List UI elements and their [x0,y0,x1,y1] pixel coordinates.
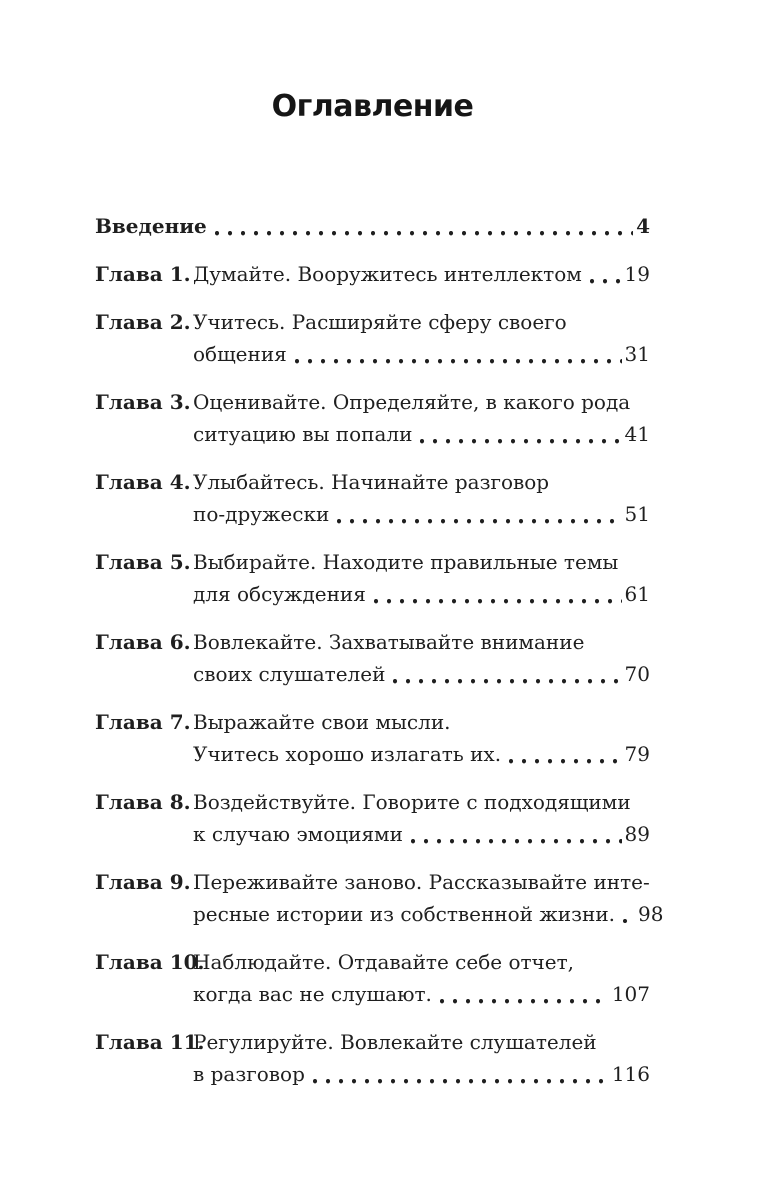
toc-entry-title-text: в разговор [193,1062,305,1086]
toc-list [95,210,664,1090]
toc-entry-chapter-label: Глава 5. [95,550,191,574]
toc-entry-title-text: ситуацию вы попали [193,422,413,446]
toc-entry-title-line2 [193,258,650,290]
toc-entry-title-line1: Регулируйте. Вовлекайте слушателей [193,1030,597,1054]
page-title: Оглавление [271,89,474,124]
toc-entry-body [193,946,650,1010]
toc-entry-chapter-label: Глава 9. [95,870,191,894]
dot-leader [313,1058,609,1090]
toc-entry-title-text: своих слушателей [193,662,386,686]
toc-entry-title-line2 [193,418,650,450]
toc-entry [95,306,650,370]
toc-entry-page-number: 107 [611,982,650,1006]
toc-entry-page-number: 19 [624,262,650,286]
dot-leader [215,210,633,242]
toc-entry-title-line2 [193,1058,650,1090]
toc-entry [95,706,650,770]
toc-entry-title-line2 [193,818,650,850]
toc-intro-page-number: 4 [636,214,650,238]
toc-entry-title-line1: Наблюдайте. Отдавайте себе отчет, [193,950,575,974]
toc-entry-title-line1: Вовлекайте. Захватывайте внимание [193,630,585,654]
toc-entry-body [193,866,664,930]
dot-leader [590,258,622,290]
toc-entry [95,258,650,290]
dot-leader [295,338,622,370]
toc-intro-label: Введение [95,214,207,238]
toc-entry-body [193,786,650,850]
toc-entry [95,386,650,450]
toc-entry-title-text: к случаю эмоциями [193,822,403,846]
toc-entry-title-text: Учитесь хорошо излагать их. [193,742,502,766]
toc-entry-title-line1: Выражайте свои мысли. [193,710,451,734]
dot-leader [393,658,621,690]
toc-entry-title-line2 [193,658,650,690]
toc-entry-title-line2 [193,898,664,930]
toc-entry [95,466,650,530]
toc-entry-page-number: 31 [624,342,650,366]
toc-entry [95,946,650,1010]
toc-entry-chapter-label: Глава 7. [95,710,191,734]
toc-entry-introduction [95,210,650,242]
toc-entry-body [193,1026,650,1090]
toc-entry [95,626,650,690]
toc-entry-page-number: 51 [624,502,650,526]
dot-leader [623,898,635,930]
toc-entry-title-line2 [193,578,650,610]
toc-entry-title-line1: Учитесь. Расширяйте сферу своего [193,310,567,334]
toc-entry-page-number: 70 [624,662,650,686]
toc-entry-title-text: ресные истории из собственной жизни. [193,902,616,926]
dot-leader [420,418,621,450]
toc-entry-title-line2 [193,498,650,530]
toc-entry-title-line1: Воздействуйте. Говорите с подходящими [193,790,631,814]
toc-entry-body [193,386,650,450]
dot-leader [440,978,609,1010]
toc-entry [95,866,664,930]
toc-entry-page-number: 89 [624,822,650,846]
toc-entry [95,1026,650,1090]
dot-leader [411,818,622,850]
toc-entry-body [193,626,650,690]
toc-entry-title-line1: Оценивайте. Определяйте, в какого рода [193,390,631,414]
toc-entry-title-line2 [193,338,650,370]
toc-entry-title-text: Думайте. Вооружитесь интеллектом [193,262,582,286]
toc-entry-body [193,546,650,610]
toc-entry-chapter-label: Глава 11. [95,1030,205,1054]
toc-entry-title-line1: Переживайте заново. Рассказывайте инте- [193,870,650,894]
toc-entry-title-text: для обсуждения [193,582,366,606]
toc-entry-title-line1: Улыбайтесь. Начинайте разговор [193,470,550,494]
toc-entries [95,258,664,1090]
toc-entry-body [193,706,650,770]
toc-entry-title-text: общения [193,342,287,366]
dot-leader [374,578,622,610]
toc-entry-chapter-label: Глава 4. [95,470,191,494]
dot-leader [509,738,621,770]
toc-entry-chapter-label: Глава 6. [95,630,191,654]
toc-entry-page-number: 79 [624,742,650,766]
toc-entry-body [193,258,650,290]
toc-entry-chapter-label: Глава 8. [95,790,191,814]
toc-entry-page-number: 98 [638,902,664,926]
toc-entry-page-number: 116 [611,1062,650,1086]
toc-entry-page-number: 41 [624,422,650,446]
toc-entry-body [193,306,650,370]
toc-entry-title-text: по-дружески [193,502,330,526]
toc-entry [95,786,650,850]
toc-entry [95,546,650,610]
toc-entry-title-text: когда вас не слушают. [193,982,432,1006]
toc-entry-chapter-label: Глава 10. [95,950,205,974]
toc-entry-title-line2 [193,738,650,770]
toc-entry-chapter-label: Глава 1. [95,262,191,286]
toc-entry-title-line2 [193,978,650,1010]
toc-entry-chapter-label: Глава 2. [95,310,191,334]
toc-entry-title-line1: Выбирайте. Находите правильные темы [193,550,619,574]
toc-entry-body [193,466,650,530]
toc-entry-page-number: 61 [624,582,650,606]
toc-entry-chapter-label: Глава 3. [95,390,191,414]
dot-leader [337,498,621,530]
